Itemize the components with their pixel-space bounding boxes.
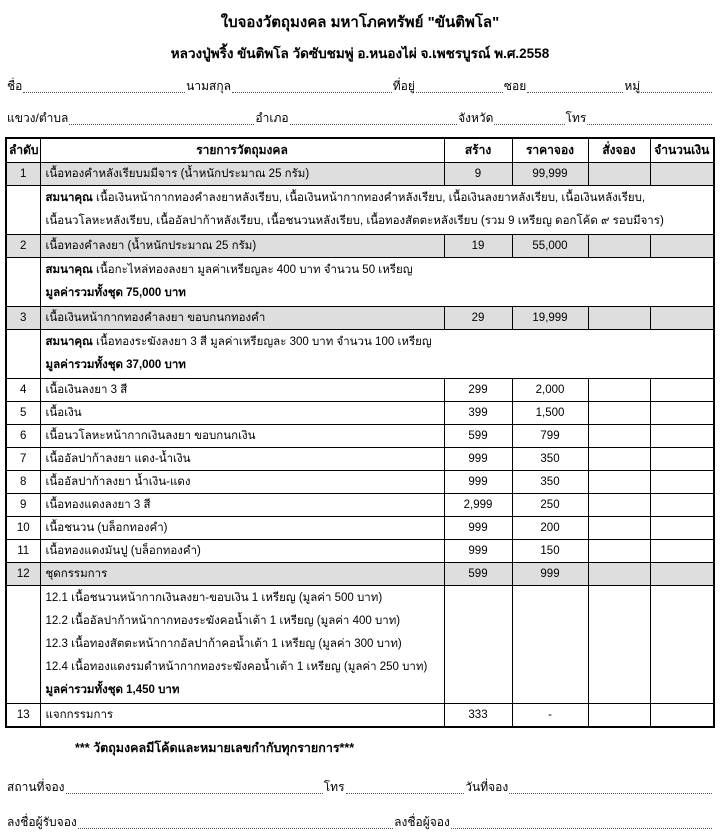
table-row <box>6 379 714 402</box>
row-order-blank <box>588 586 650 704</box>
booking-phone-label: โทร <box>323 780 345 794</box>
row-made: 9 <box>444 163 512 186</box>
row-amount-blank <box>650 704 714 728</box>
row-amount-blank <box>650 307 714 330</box>
bonus-note-text <box>40 330 714 379</box>
row-no: 7 <box>6 448 40 471</box>
orderer-signature-label: ลงชื่อผู้จอง <box>394 815 450 829</box>
row-made: 19 <box>444 235 512 258</box>
row-price: 250 <box>512 494 588 517</box>
bonus-note-line: สมนาคุณ เนื้อกะไหล่ทองลงยา มูลค่าเหรียญละ 400 บาท จำนวน 50 เหรียญ <box>45 264 413 276</box>
row-no: 10 <box>6 517 40 540</box>
row-no-blank <box>6 186 40 235</box>
row-no: 8 <box>6 471 40 494</box>
booking-place-label: สถานที่จอง <box>7 780 65 794</box>
province-label: จังหวัด <box>458 111 494 125</box>
row-amount-blank <box>650 448 714 471</box>
personal-info-line-2 <box>5 109 715 128</box>
row-made: 599 <box>444 425 512 448</box>
row-amount-blank <box>650 494 714 517</box>
bonus-note-line: สมนาคุณ เนื้อทองระฆังลงยา 3 สี มูลค่าเหรียญละ 300 บาท จำนวน 100 เหรียญ <box>45 336 432 348</box>
address-label: ที่อยู่ <box>392 79 415 93</box>
soi-label: ซอย <box>503 79 527 93</box>
sub-item-line: 12.3 เนื้อทองสัตตะหน้ากากอัลปาก้าคอน้ำเต้า 1 เหรียญ (มูลค่า 300 บาท) <box>45 638 402 650</box>
booking-date-label: วันที่จอง <box>465 780 509 794</box>
phone-blank-line <box>587 122 712 125</box>
row-made: 999 <box>444 517 512 540</box>
table-row <box>6 448 714 471</box>
row-amount-blank <box>650 586 714 704</box>
row-item: เนื้อนวโลหะหน้ากากเงินลงยา ขอบกนกเงิน <box>40 425 444 448</box>
table-row <box>6 563 714 586</box>
row-no: 6 <box>6 425 40 448</box>
row-order-blank <box>588 517 650 540</box>
row-price-blank <box>512 586 588 704</box>
sub-item-line: 12.2 เนื้ออัลปาก้าหน้ากากทองระฆังคอน้ำเต้า 1 เหรียญ (มูลค่า 400 บาท) <box>45 615 401 627</box>
moo-label: หมู่ <box>624 79 641 93</box>
row-price: - <box>512 704 588 728</box>
row-order-blank <box>588 163 650 186</box>
col-header-made: สร้าง <box>444 138 512 163</box>
amulet-order-table <box>5 137 715 728</box>
row-order-blank <box>588 425 650 448</box>
row-no: 11 <box>6 540 40 563</box>
row-price: 799 <box>512 425 588 448</box>
row-no-blank <box>6 586 40 704</box>
row-order-blank <box>588 307 650 330</box>
bonus-note-text <box>40 186 714 235</box>
bonus-note-line: เนื้อนวโลหะหลังเรียบ, เนื้ออัลปาก้าหลังเรียบ, เนื้อชนวนหลังเรียบ, เนื้อทองสัตตะหลังเรียบ (รวม 9 เหรียญ ดอกโค้ด ๙ รอบมีจาร) <box>45 215 664 227</box>
row-no: 13 <box>6 704 40 728</box>
row-made: 2,999 <box>444 494 512 517</box>
row-order-blank <box>588 704 650 728</box>
row-price: 1,500 <box>512 402 588 425</box>
signature-line <box>5 813 715 832</box>
district-blank-line <box>290 122 458 125</box>
row-made-blank <box>444 586 512 704</box>
row-no: 5 <box>6 402 40 425</box>
row-item: เนื้อเงิน <box>40 402 444 425</box>
row-item: เนื้อเงินหน้ากากทองคำลงยา ขอบกนกทองคำ <box>40 307 444 330</box>
row-made: 999 <box>444 540 512 563</box>
personal-info-line-1 <box>5 77 715 96</box>
table-row <box>6 307 714 330</box>
row-no: 3 <box>6 307 40 330</box>
row-order-blank <box>588 540 650 563</box>
row-item: ชุดกรรมการ <box>40 563 444 586</box>
table-row <box>6 402 714 425</box>
row-item: เนื้อทองแดงมันปู (บล็อกทองคำ) <box>40 540 444 563</box>
row-order-blank <box>588 494 650 517</box>
row-no: 4 <box>6 379 40 402</box>
col-header-price: ราคาจอง <box>512 138 588 163</box>
row-amount-blank <box>650 163 714 186</box>
row-made: 399 <box>444 402 512 425</box>
soi-blank-line <box>527 90 623 93</box>
row-no: 2 <box>6 235 40 258</box>
row-order-blank <box>588 471 650 494</box>
surname-blank-line <box>232 90 392 93</box>
row-price: 350 <box>512 448 588 471</box>
row-no: 9 <box>6 494 40 517</box>
row-made: 999 <box>444 448 512 471</box>
row-amount-blank <box>650 563 714 586</box>
surname-label: นามสกุล <box>186 79 231 93</box>
committee-set-items <box>40 586 444 704</box>
committee-set-detail-row <box>6 586 714 704</box>
sub-item-line: 12.1 เนื้อชนวนหน้ากากเงินลงยา-ขอบเงิน 1 เหรียญ (มูลค่า 500 บาท) <box>45 592 383 604</box>
row-order-blank <box>588 402 650 425</box>
row-price: 200 <box>512 517 588 540</box>
row-no: 1 <box>6 163 40 186</box>
phone-label: โทร <box>565 111 587 125</box>
receiver-signature-label: ลงชื่อผู้รับจอง <box>7 815 77 829</box>
booking-place-blank-line <box>66 791 323 794</box>
row-made: 333 <box>444 704 512 728</box>
row-amount-blank <box>650 379 714 402</box>
row-made: 29 <box>444 307 512 330</box>
row-made: 599 <box>444 563 512 586</box>
form-title: ใบจองวัตถุมงคล มหาโภคทรัพย์ "ขันติพโล" <box>220 14 500 31</box>
row-amount-blank <box>650 517 714 540</box>
row-item: แจกกรรมการ <box>40 704 444 728</box>
row-order-blank <box>588 235 650 258</box>
booking-phone-blank-line <box>346 791 465 794</box>
row-amount-blank <box>650 402 714 425</box>
booking-date-blank-line <box>509 791 712 794</box>
row-amount-blank <box>650 425 714 448</box>
receiver-signature-blank-line <box>78 826 393 829</box>
row-item: เนื้อชนวน (บล็อกทองคำ) <box>40 517 444 540</box>
row-price: 350 <box>512 471 588 494</box>
row-price: 999 <box>512 563 588 586</box>
code-serial-note: *** วัตถุมงคลมีโค้ดและหมายเลขกำกับทุกรายการ*** <box>75 741 355 755</box>
row-item: เนื้ออัลปาก้าลงยา แดง-น้ำเงิน <box>40 448 444 471</box>
row-item: เนื้อทองคำหลังเรียบมมีจาร (น้ำหนักประมาณ 25 กรัม) <box>40 163 444 186</box>
orderer-signature-blank-line <box>451 826 712 829</box>
row-order-blank <box>588 379 650 402</box>
province-blank-line <box>494 122 564 125</box>
bonus-note-row-2 <box>6 258 714 307</box>
col-header-no: ลำดับ <box>6 138 40 163</box>
col-header-amount: จำนวนเงิน <box>650 138 714 163</box>
set-total-line: มูลค่ารวมทั้งชุด 1,450 บาท <box>45 684 180 696</box>
table-row <box>6 540 714 563</box>
bonus-note-row-1 <box>6 186 714 235</box>
col-header-order: สั่งจอง <box>588 138 650 163</box>
table-row <box>6 494 714 517</box>
subdistrict-blank-line <box>69 122 254 125</box>
row-order-blank <box>588 448 650 471</box>
row-made: 299 <box>444 379 512 402</box>
table-row <box>6 425 714 448</box>
row-price: 19,999 <box>512 307 588 330</box>
table-row <box>6 704 714 728</box>
address-blank-line <box>416 90 503 93</box>
table-header-row <box>6 138 714 163</box>
table-row <box>6 235 714 258</box>
table-row <box>6 517 714 540</box>
row-amount-blank <box>650 471 714 494</box>
row-item: เนื้อทองคำลงยา (น้ำหนักประมาณ 25 กรัม) <box>40 235 444 258</box>
bonus-note-line: สมนาคุณ เนื้อเงินหน้ากากทองคำลงยาหลังเรียบ, เนื้อเงินหน้ากากทองคำหลังเรียบ, เนื้อเงินลงยาหลังเรียบ, เนื้อเงินหลังเรียบ, <box>45 192 646 204</box>
row-price: 55,000 <box>512 235 588 258</box>
row-no: 12 <box>6 563 40 586</box>
sub-item-line: 12.4 เนื้อทองแดงรมดำหน้ากากทองระฆังคอน้ำเต้า 1 เหรียญ (มูลค่า 250 บาท) <box>45 661 428 673</box>
name-blank-line <box>23 90 185 93</box>
table-row <box>6 471 714 494</box>
col-header-item: รายการวัตถุมงคล <box>40 138 444 163</box>
row-price: 99,999 <box>512 163 588 186</box>
bonus-note-row-3 <box>6 330 714 379</box>
booking-info-line <box>5 778 715 797</box>
row-price: 2,000 <box>512 379 588 402</box>
row-item: เนื้ออัลปาก้าลงยา น้ำเงิน-แดง <box>40 471 444 494</box>
row-order-blank <box>588 563 650 586</box>
row-item: เนื้อเงินลงยา 3 สี <box>40 379 444 402</box>
subdistrict-label: แขวง/ตำบล <box>7 111 69 125</box>
table-row <box>6 163 714 186</box>
row-amount-blank <box>650 235 714 258</box>
row-made: 999 <box>444 471 512 494</box>
form-subtitle: หลวงปู่พริ้ง ขันติพโล วัดซับชมพู่ อ.หนองไผ่ จ.เพชรบูรณ์ พ.ศ.2558 <box>170 46 550 61</box>
row-amount-blank <box>650 540 714 563</box>
set-total-line: มูลค่ารวมทั้งชุด 37,000 บาท <box>45 359 186 371</box>
bonus-note-text <box>40 258 714 307</box>
name-label: ชื่อ <box>7 79 23 93</box>
moo-blank-line <box>641 90 712 93</box>
row-no-blank <box>6 258 40 307</box>
district-label: อำเภอ <box>255 111 289 125</box>
row-item: เนื้อทองแดงลงยา 3 สี <box>40 494 444 517</box>
set-total-line: มูลค่ารวมทั้งชุด 75,000 บาท <box>45 287 186 299</box>
row-no-blank <box>6 330 40 379</box>
row-price: 150 <box>512 540 588 563</box>
